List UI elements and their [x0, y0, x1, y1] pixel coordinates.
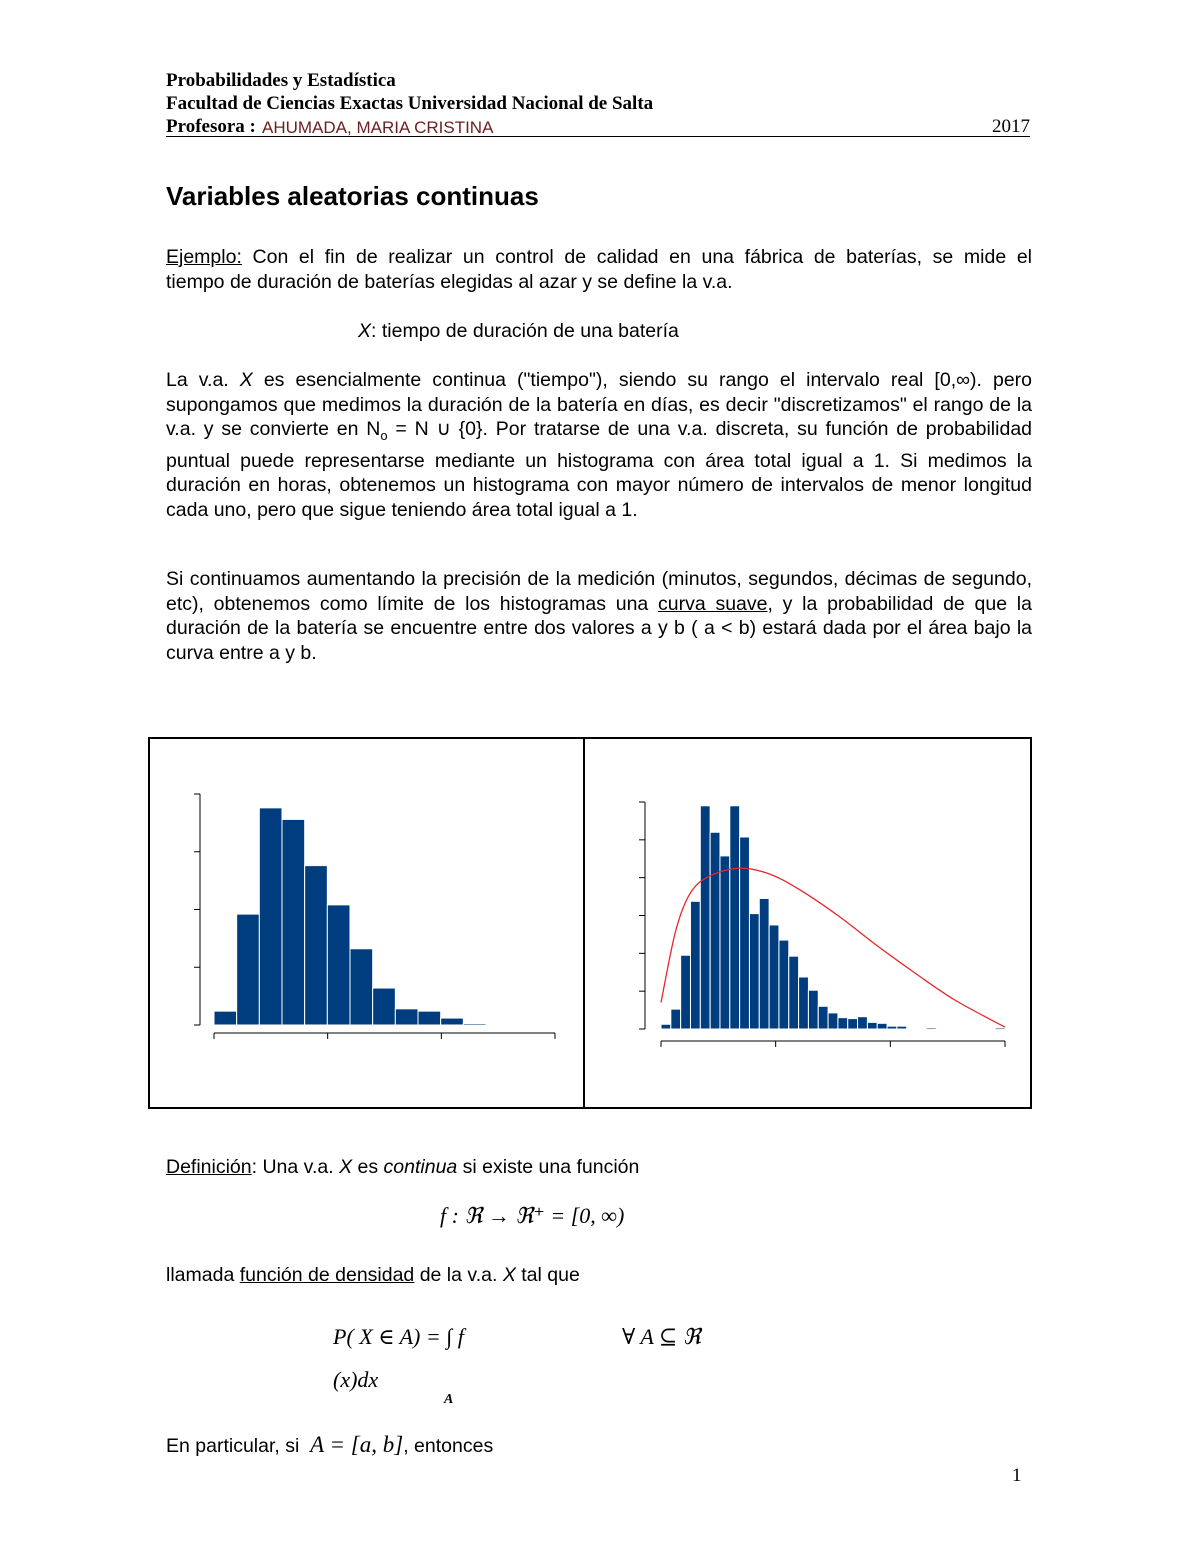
- histogram-bar: [237, 914, 260, 1025]
- continuity-paragraph: [166, 368, 1032, 522]
- histogram-bar: [418, 1011, 441, 1025]
- function-expression: [440, 1203, 624, 1229]
- en-particular: En particular, si: [166, 1435, 300, 1457]
- histogram-bar: [808, 990, 818, 1029]
- densidad-term: función de densidad: [239, 1264, 415, 1286]
- prob-expr: P( X ∈ A) = ∫ f: [333, 1324, 464, 1349]
- histogram-bar: [720, 856, 730, 1029]
- histogram-bar: [282, 819, 305, 1025]
- def-text-b: es: [352, 1156, 384, 1178]
- histogram-bar: [661, 1024, 671, 1029]
- probability-expression: [333, 1324, 464, 1350]
- histogram-bar: [926, 1028, 936, 1030]
- x-var: X: [358, 320, 372, 342]
- definition-line: [166, 1156, 639, 1179]
- llamada-pre: llamada: [166, 1264, 240, 1286]
- llamada-x: X: [502, 1264, 516, 1286]
- page-title: Variables aleatorias continuas: [166, 181, 539, 211]
- def-x: X: [339, 1156, 353, 1178]
- histogram-bar: [214, 1011, 237, 1025]
- histogram-bar: [395, 1009, 418, 1025]
- p2-text: es esencialmente continua ("tiempo"), siendo su rango el intervalo real [0,∞). pero supongamos que medimos la duración de la batería en días, es decir "discretizamos" el rango de la v.a. y se convierte en N: [166, 369, 1032, 441]
- histogram-bar: [789, 956, 799, 1029]
- histogram-bar: [710, 832, 720, 1029]
- interval-expr: A = [a, b]: [310, 1432, 404, 1457]
- xdx-expr: (x)dx: [333, 1367, 379, 1392]
- example-line2: tiempo de duración de baterías elegidas al azar y se define la v.a.: [166, 270, 733, 293]
- histogram-bar: [838, 1018, 848, 1029]
- histogram-bar: [441, 1018, 464, 1025]
- def-text-c: si existe una función: [457, 1156, 640, 1178]
- forall-expression: [622, 1324, 701, 1350]
- histogram-bar: [681, 955, 691, 1029]
- histogram-bar: [769, 925, 779, 1029]
- professor-line: [166, 116, 1030, 137]
- entonces: , entonces: [403, 1435, 494, 1457]
- faculty-name: Facultad de Ciencias Exactas Universidad Nacional de Salta: [166, 93, 654, 114]
- histogram-bar: [373, 988, 396, 1025]
- def-continua: continua: [383, 1156, 458, 1178]
- precision-paragraph: [166, 567, 1032, 665]
- histogram-bar: [671, 1009, 681, 1029]
- histogram-bar: [995, 1028, 1005, 1030]
- llamada-post: tal que: [515, 1264, 580, 1286]
- xdx-expression: [333, 1367, 378, 1393]
- professor-label: Profesora :: [166, 116, 256, 137]
- example-line1: Con el fin de realizar un control de calidad en una fábrica de baterías, se mide el: [241, 246, 1032, 268]
- p2-sub: o: [380, 428, 388, 444]
- histogram-bar: [259, 808, 282, 1025]
- histogram-bar: [463, 1024, 486, 1026]
- histogram-bar: [828, 1013, 838, 1029]
- histogram-bar: [740, 837, 750, 1029]
- histogram-days: [150, 739, 583, 1107]
- page-number: 1: [1012, 1465, 1022, 1486]
- p2-pre: La v.a.: [166, 369, 240, 391]
- histogram-hours: [585, 739, 1030, 1107]
- professor-name: AHUMADA, MARIA CRISTINA: [262, 118, 494, 137]
- histogram-bar: [818, 1006, 828, 1029]
- histogram-bar: [858, 1017, 868, 1029]
- definition-label: Definición: [166, 1156, 252, 1178]
- llamada-mid: de la v.a.: [414, 1264, 503, 1286]
- histogram-bar: [867, 1022, 877, 1029]
- histogram-bar: [897, 1026, 907, 1029]
- histogram-bar: [799, 977, 809, 1029]
- histogram-bar: [305, 866, 328, 1025]
- course-title: Probabilidades y Estadística: [166, 70, 396, 91]
- histogram-bar: [730, 806, 740, 1029]
- p3-text2: , y la probabilidad de que la duración de la batería se encuentre entre dos valores a y b ( a < b) estará dada por el área bajo la curva entre a y b.: [166, 592, 1032, 664]
- histogram-bar: [749, 914, 759, 1029]
- density-line: [166, 1264, 580, 1287]
- x-text: : tiempo de duración de una batería: [371, 320, 679, 342]
- x-definition: [358, 320, 679, 343]
- p2-text2: = N ∪ {0}. Por tratarse de una v.a. discreta, su función de probabilidad puntual puede representarse mediante un histograma con área total igual a 1. Si medimos la duración en horas, obtenemos un histograma con mayor número de intervalos de menor longitud cada uno, pero que sigue teniendo área total igual a 1.: [166, 418, 1033, 521]
- p2-x: X: [239, 369, 253, 391]
- year: 2017: [992, 116, 1030, 137]
- p3-underlined: curva suave: [658, 592, 768, 615]
- p3-text1: Si continuamos aumentando la precisión de la medición (minutos, segundos, décimas de segundo, etc), obtenemos como límite de los histogramas una: [166, 568, 1032, 615]
- histogram-bar: [327, 905, 350, 1025]
- histogram-bar: [848, 1019, 858, 1029]
- histogram-bar: [690, 901, 700, 1029]
- histogram-bar: [759, 898, 769, 1029]
- particular-case-line: [166, 1432, 493, 1458]
- example-paragraph: [166, 245, 1032, 294]
- function-expr: f : ℜ → ℜ⁺ = [0, ∞): [440, 1203, 625, 1228]
- histogram-figure: [148, 737, 1032, 1109]
- histogram-bar: [700, 806, 710, 1029]
- interval-expression: [310, 1432, 403, 1457]
- histogram-bar: [350, 949, 373, 1025]
- histogram-bar: [887, 1026, 897, 1029]
- histogram-bar: [877, 1023, 887, 1029]
- def-text-a: : Una v.a.: [251, 1156, 340, 1178]
- integral-subscript: A: [444, 1392, 454, 1407]
- forall-expr: ∀ A ⊆ ℜ: [622, 1324, 701, 1349]
- histogram-bar: [779, 940, 789, 1029]
- example-label: Ejemplo:: [166, 246, 242, 268]
